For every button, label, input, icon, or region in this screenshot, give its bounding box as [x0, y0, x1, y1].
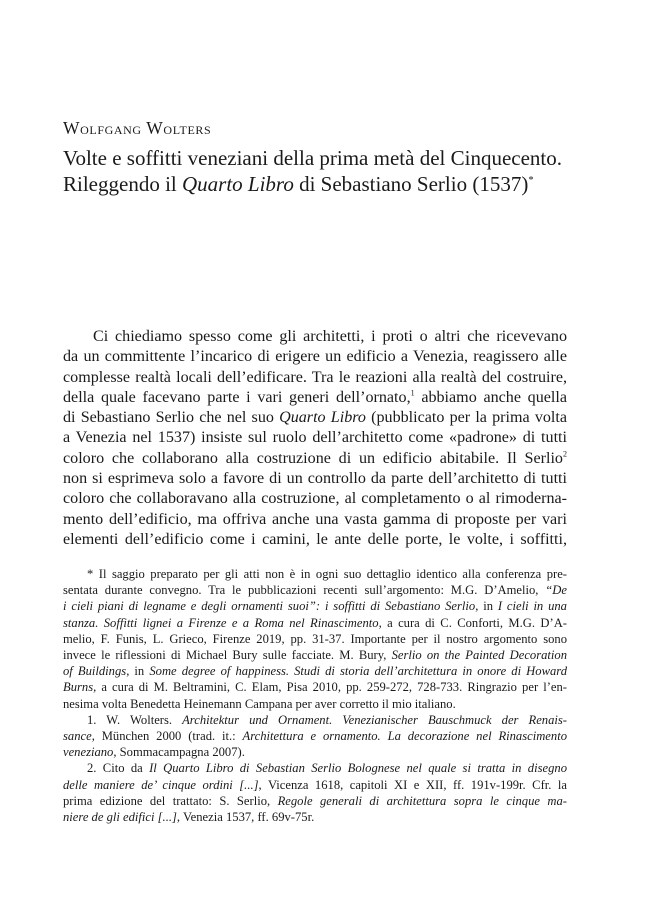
footnote-text: , in: [475, 599, 498, 614]
body-line: [63, 388, 567, 408]
title-text: Rileggendo il: [63, 172, 182, 196]
footnote-star-line: nesima volta Benedetta Heinemann Campana per aver corretto il mio italiano.: [63, 696, 456, 711]
author-name: Wolfgang Wolters: [63, 118, 212, 138]
footnote-star-line: * Il saggio preparato per gli atti non è in ogni suo dettaglio identico alla conferenza pre-: [87, 567, 567, 581]
footnote-italic: I cieli in una: [497, 599, 567, 614]
body-line: a Venezia nel 1537) insiste sul ruolo dell’architetto come «padrone» di tutti: [63, 429, 567, 447]
body-line: coloro che collaboravano alla costruzione, al completamento o al rimoderna-: [63, 490, 567, 508]
footnote-star-line: [63, 679, 567, 695]
footnote-star-line: [63, 582, 567, 598]
footnote-text: a cura di M. Beltramini, C. Elam, Pisa 2010, pp. 259-272, 728-733. Ringrazio per l’en-: [96, 680, 567, 695]
footnote-text: prima edizione del trattato: S. Serlio,: [63, 793, 278, 808]
footnote-text: 2. Cito da: [87, 761, 150, 776]
article-title: [63, 145, 603, 197]
body-line: da un committente l’incarico di erigere un edificio a Venezia, reagissero alle: [63, 348, 567, 366]
footnote-1-line: [63, 744, 567, 760]
footnote-text: , in: [126, 664, 150, 679]
footnote-star-line: [63, 598, 567, 614]
footnote-italic: Architettura e ornamento. La decorazione nel Rinascimento: [242, 729, 567, 744]
footnote-text: , Venezia 1537, ff. 69v-75r.: [176, 810, 315, 825]
footnote-2-line: [63, 777, 567, 793]
body-italic-book: Quarto Libro: [279, 409, 366, 427]
footnote-2-line: [63, 809, 567, 825]
body-line: non si esprimeva solo a favore di un controllo da parte dell’architetto di tutti: [63, 470, 567, 488]
footnote-italic: Some degree of happiness. Studi di storia dell’architettura in onore di Howard: [149, 664, 567, 679]
body-text: di Sebastiano Serlio che nel suo: [63, 409, 280, 427]
footnote-2-line: [63, 760, 567, 776]
footnote-text: , a cura di C. Conforti, M.G. D’A-: [378, 615, 567, 630]
footnote-italic: delle maniere de’ cinque ordini [...]: [63, 777, 259, 792]
footnotes: [63, 566, 567, 825]
footnote-ref-1[interactable]: 1: [410, 388, 415, 398]
footnote-text: sentata durante convegno. Tra le pubblicazioni recenti sull’argomento: M.G. D’Amelio,: [63, 583, 546, 598]
body-line: [63, 408, 567, 428]
footnote-text: , Vicenza 1618, capitoli XI e XII, ff. 191v-199r. Cfr. la: [258, 777, 568, 792]
footnote-star-line: melio, F. Funis, L. Grieco, Firenze 2019, pp. 31-37. Importante per il nostro argomento sono: [63, 631, 567, 646]
title-line-2: [63, 171, 603, 197]
body-line: mento dell’edificio, ma offriva anche una vasta gamma di proposte per vari: [63, 510, 567, 528]
footnote-star-line: [63, 615, 567, 631]
footnote-text: , Sommacampagna 2007).: [113, 745, 245, 760]
footnote-1-line: [63, 728, 567, 744]
footnote-ref-2[interactable]: 2: [562, 449, 567, 459]
body-text: coloro che collaborano alla costruzione di un edificio abitabile. Il Serlio: [63, 449, 563, 467]
footnote-italic: sance: [63, 729, 92, 744]
footnote-star-line: [63, 647, 567, 663]
footnote-italic: niere de gli edifici [...]: [63, 810, 177, 825]
footnote-italic: Burns,: [63, 680, 97, 695]
body-text: abbiamo anche quella: [414, 388, 567, 406]
footnote-italic: Architektur und Ornament. Venezianischer Bauschmuck der Renais-: [182, 712, 567, 727]
body-text: della quale facevano parte i vari generi dell’ornato,: [63, 388, 411, 406]
body-paragraph: [63, 327, 567, 550]
title-italic-book: Quarto Libro: [182, 172, 294, 196]
footnote-italic: “De: [545, 583, 567, 598]
title-line-1: Volte e soffitti veneziani della prima metà del Cinquecento.: [63, 146, 562, 170]
title-footnote-mark[interactable]: *: [528, 175, 534, 186]
footnote-italic: Il Quarto Libro di Sebastian Serlio Bolognese nel quale si tratta in disegno: [149, 761, 567, 776]
footnote-italic: of Buildings: [63, 664, 127, 679]
footnote-italic: Serlio on the Painted Decoration: [391, 648, 567, 663]
body-line: [63, 449, 567, 469]
footnote-italic: veneziano: [63, 745, 114, 760]
footnote-star-line: [63, 663, 567, 679]
footnote-italic: i cieli piani di legname e degli ornamenti suoi”: i soffitti di Sebastiano Serlio: [63, 599, 476, 614]
footnote-text: , München 2000 (trad. it.:: [91, 729, 243, 744]
footnote-text: invece le riflessioni di Michael Bury sulle facciate. M. Bury,: [63, 648, 392, 663]
footnote-2-line: [63, 793, 567, 809]
title-text: di Sebastiano Serlio (1537): [293, 172, 529, 196]
footnote-1-line: [63, 712, 567, 728]
footnote-text: 1. W. Wolters.: [87, 712, 183, 727]
body-line: complesse realtà locali dell’edificare. Tra le reazioni alla realtà del costruire,: [63, 368, 567, 386]
footnote-italic: stanza. Soffitti lignei a Firenze e a Roma nel Rinascimento: [63, 615, 379, 630]
body-line: elementi dell’edificio come i camini, le ante delle porte, le volte, i soffitti,: [63, 530, 567, 548]
body-text: (pubblicato per la prima volta: [365, 409, 568, 427]
footnote-italic: Regole generali di architettura sopra le cinque ma-: [277, 793, 568, 808]
body-line: Ci chiediamo spesso come gli architetti, i proti o altri che ricevevano: [93, 328, 567, 345]
